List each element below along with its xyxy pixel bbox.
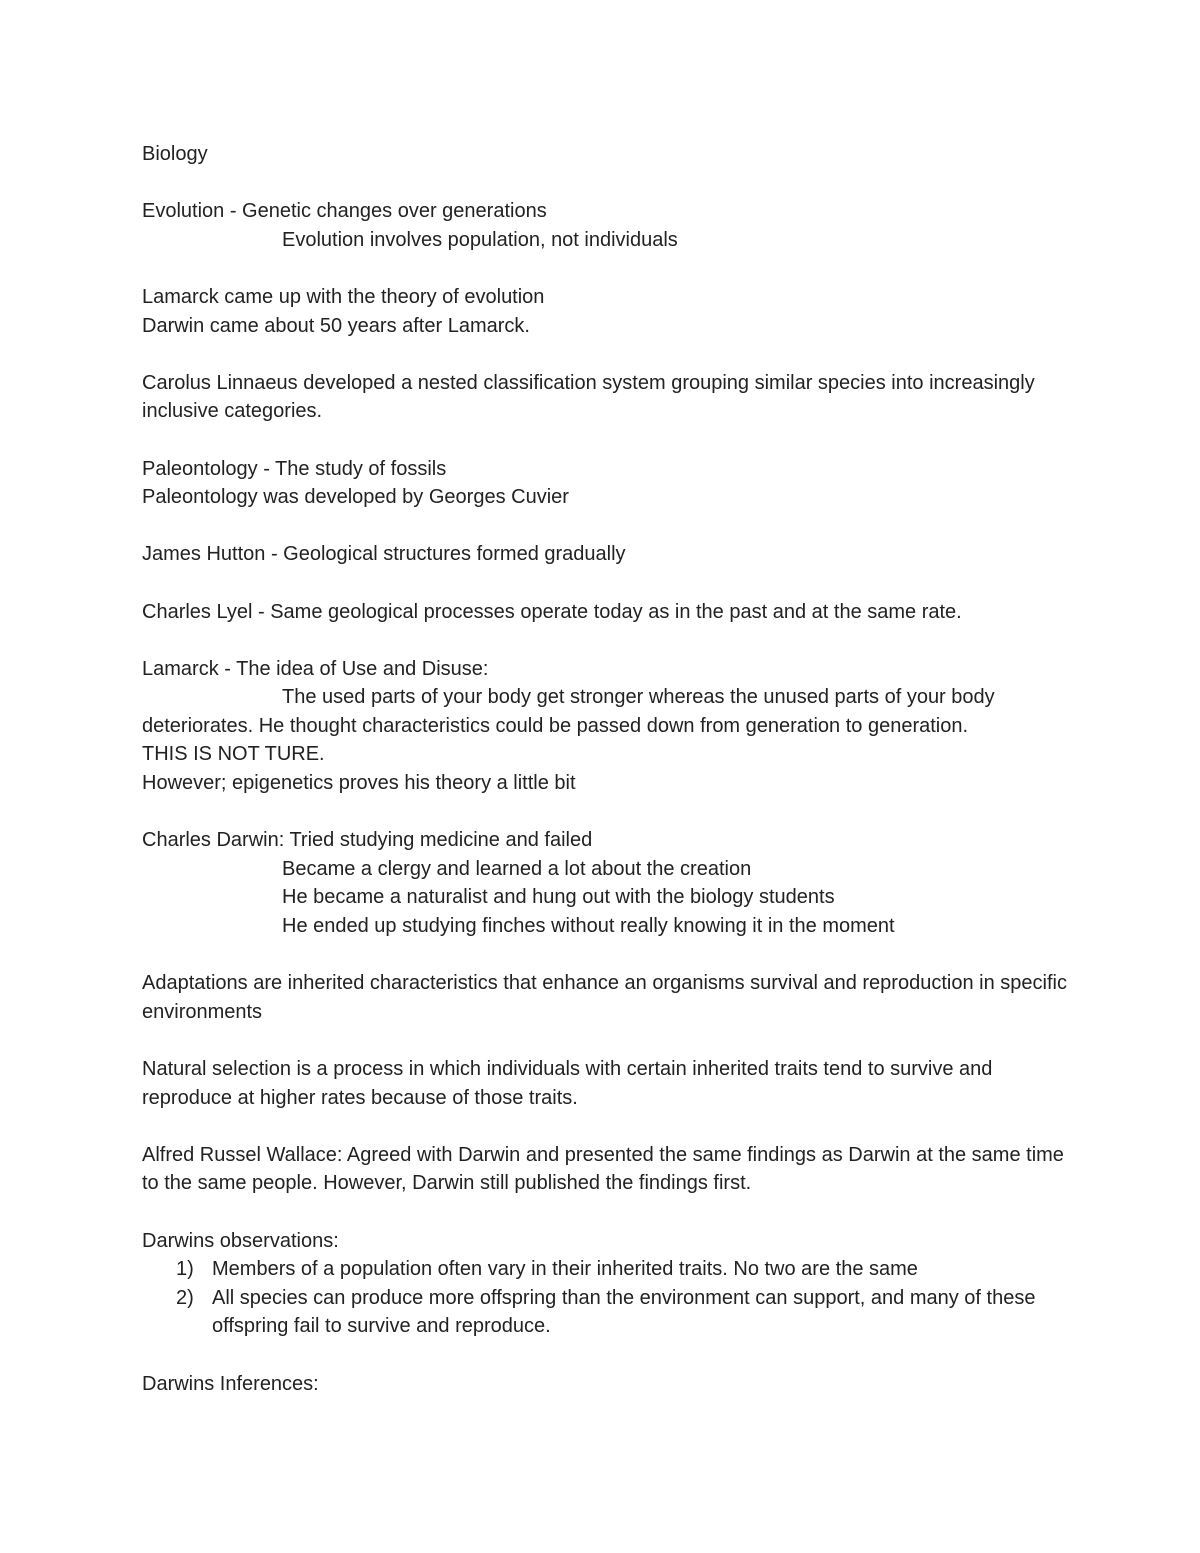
evolution-note: Evolution involves population, not individuals: [282, 228, 678, 251]
list-item-text: All species can produce more offspring than the environment can support, and many of these offspring fail to survive and reproduce.: [212, 1286, 1036, 1338]
spacer: [142, 340, 1072, 369]
spacer: [142, 1198, 1072, 1227]
observations-heading: Darwins observations:: [142, 1229, 339, 1252]
epigenetics-line: However; epigenetics proves his theory a little bit: [142, 772, 576, 795]
natural-selection-paragraph: Natural selection is a process in which individuals with certain inherited traits tend to survive and reproduce at higher rates because of those traits.: [142, 1058, 993, 1109]
linnaeus-paragraph: Carolus Linnaeus developed a nested classification system grouping similar species into increasingly inclusive categories.: [142, 371, 1035, 423]
lyel-line: Charles Lyel - Same geological processes operate today as in the past and at the same rate.: [142, 600, 962, 623]
inferences-heading: Darwins Inferences:: [142, 1372, 319, 1395]
darwin-bio-item: He ended up studying finches without really knowing it in the moment: [282, 915, 895, 938]
spacer: [142, 169, 1072, 198]
spacer: [142, 426, 1072, 455]
darwin-timing: Darwin came about 50 years after Lamarck.: [142, 314, 530, 337]
spacer: [142, 512, 1072, 541]
document-title: Biology: [142, 143, 208, 165]
adaptations-paragraph: Adaptations are inherited characteristics that enhance an organisms survival and reproduction in specific environments: [142, 972, 1067, 1023]
spacer: [142, 941, 1072, 970]
spacer: [142, 254, 1072, 283]
document-page: [142, 140, 1072, 1398]
darwin-bio-item: He became a naturalist and hung out with the biology students: [282, 886, 835, 909]
spacer: [142, 569, 1072, 598]
list-number: 2): [176, 1286, 194, 1309]
spacer: [142, 1026, 1072, 1055]
spacer: [142, 1341, 1072, 1370]
darwin-bio-heading: Charles Darwin: Tried studying medicine and failed: [142, 829, 593, 852]
list-item-text: Members of a population often vary in their inherited traits. No two are the same: [212, 1258, 918, 1281]
darwin-bio-item: Became a clergy and learned a lot about the creation: [282, 857, 752, 880]
wallace-paragraph: Alfred Russel Wallace: Agreed with Darwin and presented the same findings as Darwin at the same time to the same people. However, Darwin still published the findings first.: [142, 1143, 1064, 1195]
spacer: [142, 626, 1072, 655]
spacer: [142, 1112, 1072, 1141]
paleontology-definition: Paleontology - The study of fossils: [142, 457, 447, 480]
hutton-line: James Hutton - Geological structures formed gradually: [142, 543, 626, 566]
paleontology-developer: Paleontology was developed by Georges Cuvier: [142, 486, 569, 509]
evolution-definition: Evolution - Genetic changes over generations: [142, 200, 547, 223]
observation-list-item: [142, 1284, 1072, 1341]
lamarck-theory: Lamarck came up with the theory of evolution: [142, 285, 545, 308]
list-number: 1): [176, 1258, 194, 1281]
use-disuse-heading: Lamarck - The idea of Use and Disuse:: [142, 657, 489, 680]
spacer: [142, 798, 1072, 827]
observation-list-item: [142, 1255, 1072, 1284]
use-disuse-body: The used parts of your body get stronger whereas the unused parts of your body: [282, 686, 995, 709]
use-disuse-claim: THIS IS NOT TURE.: [142, 743, 325, 766]
use-disuse-continuation: deteriorates. He thought characteristics could be passed down from generation to generation.: [142, 714, 969, 737]
